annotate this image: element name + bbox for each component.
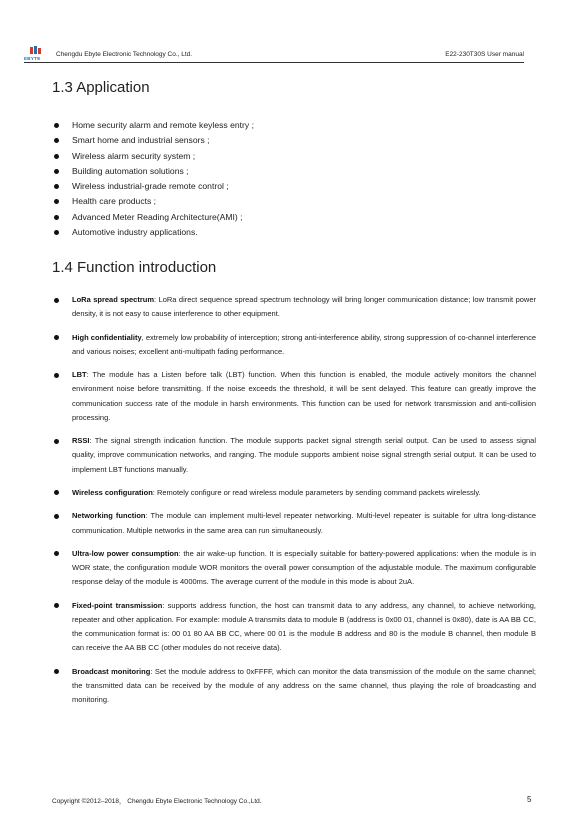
page-header (24, 46, 524, 62)
application-list-item: Wireless industrial-grade remote control ; (52, 179, 522, 194)
function-term: High confidentiality (72, 332, 142, 342)
function-term: Wireless configuration (72, 487, 153, 497)
function-description: : the air wake-up function. It is especially suitable for battery-powered applications: when the module is in WOR state, the configuration module WOR monitors the overall power consumption of the adjustable module. The maximum configurable response delay of the module is 4000ms. The average current of the module in this mode is about 2uA. (72, 548, 537, 587)
function-list-item (52, 547, 536, 590)
function-description: : LoRa direct sequence spread spectrum technology will bring longer communication distance; low transmit power density, it is not easy to cause interference to other equipment. (72, 295, 536, 319)
function-description: : supports address function, the host can transmit data to any address, any channel, to achieve networking, repeater and other application. For example: module A transmits data to module B (address is 0x00 01, channel is 0x80), date is AA BB CC, the communication format is: 00 01 80 AA BB CC, where 00 01 is the module B address and 80 is the module B channel, then module B can receive the AA BB CC (other modules do not receive data). (72, 600, 536, 653)
function-description: : The module can implement multi-level repeater networking. Multi-level repeater is suitable for ultra long-distance communication. Multiple networks in the same area can run simultaneously. (72, 511, 536, 535)
function-list-item (52, 331, 536, 359)
application-list-item: Wireless alarm security system ; (52, 149, 522, 164)
function-list-item (52, 665, 536, 708)
function-term: LoRa spread spectrum (72, 295, 155, 304)
header-company-name: Chengdu Ebyte Electronic Technology Co., Ltd. (56, 51, 193, 58)
function-description: : The signal strength indication function. The module supports packet signal strength serial output. Can be used to assess signal quality, improve communication networks, and ranging. The module supports ambient noise signal strength serial output. It can be used to implement LBT functions manually. (72, 436, 536, 474)
application-list-item: Smart home and industrial sensors ; (52, 133, 522, 148)
function-description: : The module has a Listen before talk (LBT) function. When this function is enabled, the module actively monitors the channel environment noise before transmitting. If the noise exceeds the threshold, it will be sent delayed. This feature can greatly improve the communication success rate of the module in harsh environments. This function can be used for network transmission and anti-collision processing. (72, 370, 536, 422)
function-description: : Set the module address to 0xFFFF, which can monitor the data transmission of the module on the same channel; the transmitted data can be received by the module of any address on the same channel, thus playing the role of broadcasting and monitoring. (72, 666, 536, 705)
ebyte-logo (24, 46, 46, 62)
application-list-item: Health care products ; (52, 194, 522, 209)
section-title-function: 1.4 Function introduction (52, 259, 217, 276)
footer-copyright: Copyright ©2012–2018， Chengdu Ebyte Electronic Technology Co.,Ltd. (52, 798, 262, 805)
function-list-item (52, 509, 536, 537)
function-description: , extremely low probability of interception; strong anti-interference ability, strong suppression of co-channel interference and various noises; excellent anti-multipath fading performance. (72, 332, 537, 356)
function-term: LBT (72, 370, 87, 380)
application-list-item: Advanced Meter Reading Architecture(AMI) ; (52, 210, 522, 225)
function-term: Networking function (72, 511, 146, 521)
function-term: Broadcast monitoring (72, 666, 151, 676)
function-list-item (52, 486, 536, 500)
application-list-item: Building automation solutions ; (52, 164, 522, 179)
logo-text: EBYTE (24, 56, 41, 61)
application-list (52, 118, 522, 240)
function-term: RSSI (72, 436, 90, 446)
function-list-item (52, 599, 536, 656)
section-title-application: 1.3 Application (52, 79, 150, 96)
function-term: Fixed-point transmission (72, 600, 163, 610)
function-list-item (52, 293, 536, 321)
page-number: 5 (527, 795, 532, 804)
header-divider (24, 62, 524, 63)
function-term: Ultra-low power consumption (72, 548, 179, 558)
application-list-item: Automotive industry applications. (52, 225, 522, 240)
function-list-item (52, 434, 536, 477)
function-description: : Remotely configure or read wireless module parameters by sending command packets wirelessly. (152, 487, 481, 497)
header-document-title: E22-230T30S User manual (445, 51, 524, 58)
application-list-item: Home security alarm and remote keyless entry ; (52, 118, 522, 133)
function-list-item (52, 368, 536, 425)
function-list (52, 293, 536, 717)
